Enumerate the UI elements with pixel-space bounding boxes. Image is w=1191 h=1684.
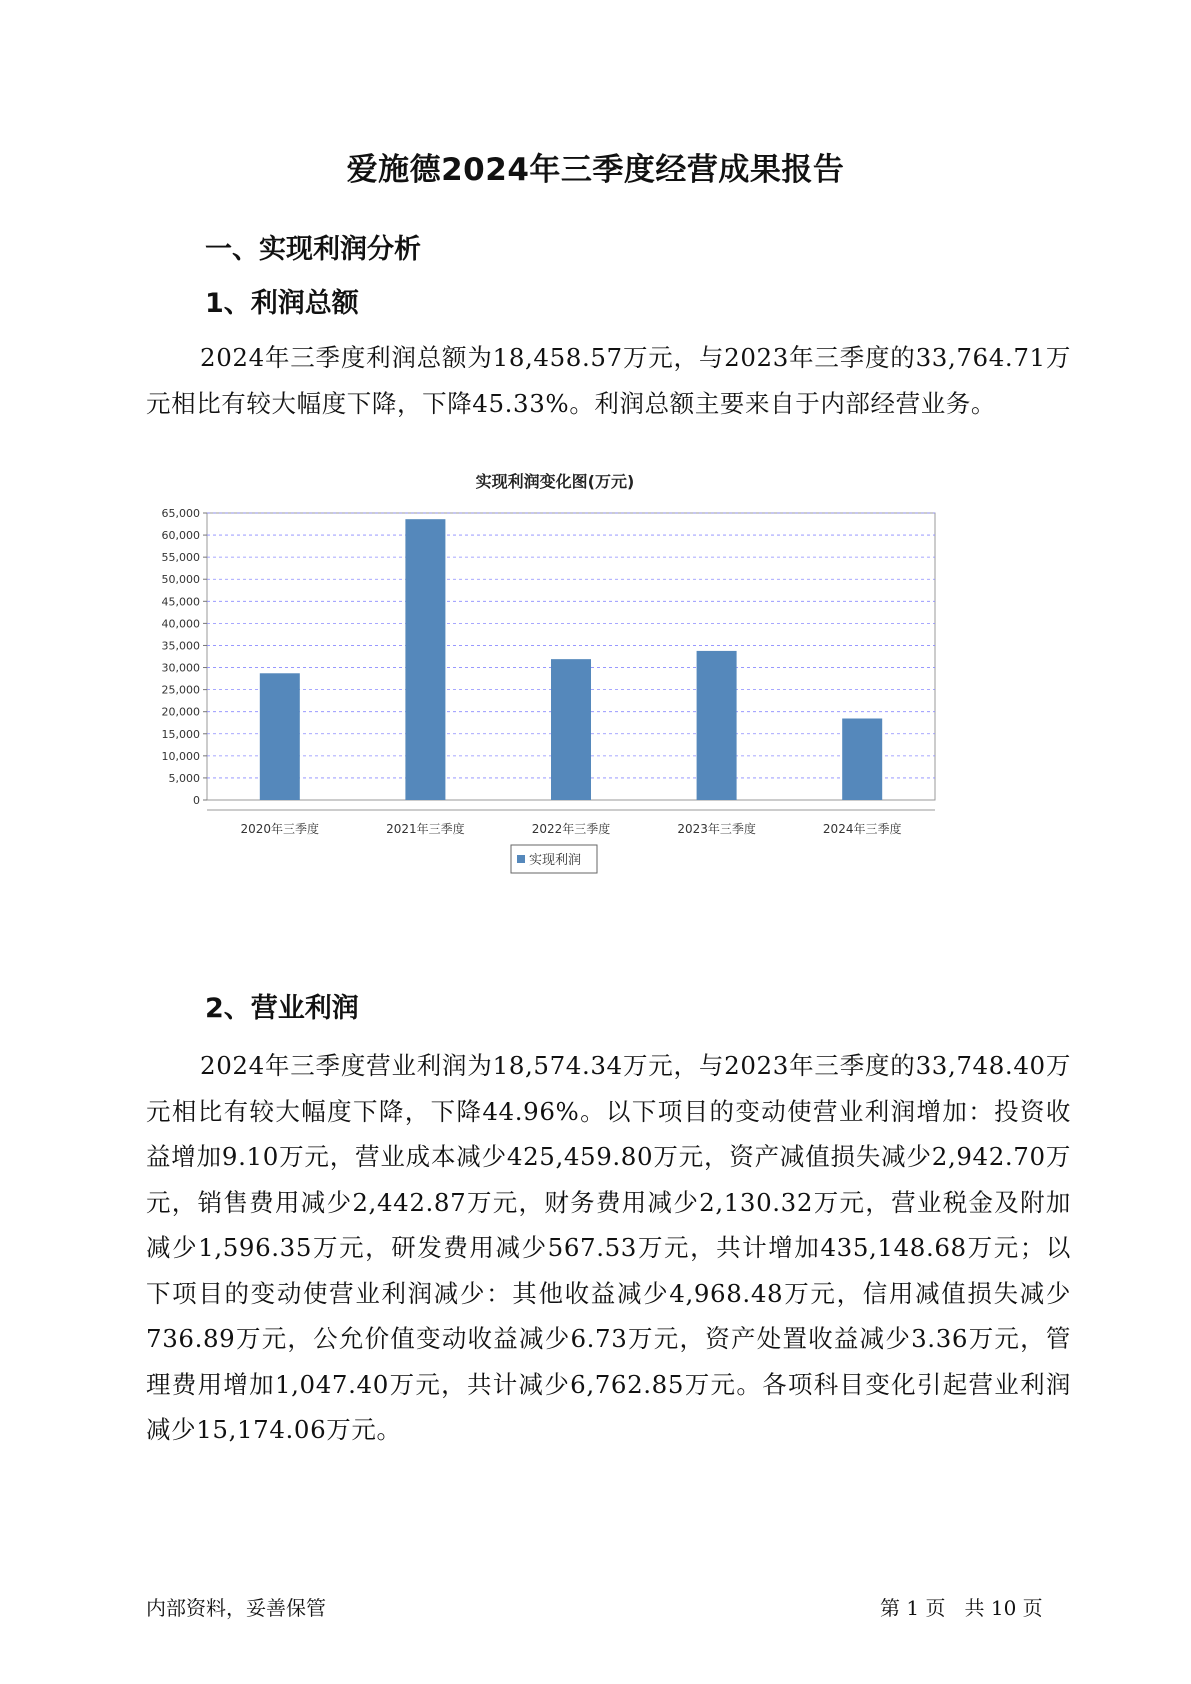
subsection-heading-operating-profit: 2、营业利润 xyxy=(205,993,359,1024)
footer-confidential-note: 内部资料，妥善保管 xyxy=(146,1596,326,1620)
y-tick-label: 20,000 xyxy=(161,705,200,719)
legend-label: 实现利润 xyxy=(529,853,582,868)
y-tick-label: 45,000 xyxy=(161,595,200,609)
x-tick-label: 2022年三季度 xyxy=(531,822,611,836)
operating-profit-paragraph: 2024年三季度营业利润为18,574.34万元，与2023年三季度的33,748.40万元相比有较大幅度下降，下降44.96%。以下项目的变动使营业利润增加：投资收益增加9.10万元，营业成本减少425,459.80万元，资产减值损失减少2,942.70万元，销售费用减少2,442.87万元，财务费用减少2,130.32万元，营业税金及附加减少1,596.35万元，研发费用减少567.53万元，共计增加435,148.68万元；以下项目的变动使营业利润减少：其他收益减少4,968.48万元，信用减值损失减少736.89万元，公允价值变动收益减少6.73万元，资产处置收益减少3.36万元，管理费用增加1,047.40万元，共计减少6,762.85万元。各项科目变化引起营业利润减少15,174.06万元。 xyxy=(146,1051,1071,1444)
y-tick-label: 30,000 xyxy=(161,661,200,675)
subsection-heading-total-profit: 1、利润总额 xyxy=(205,288,359,319)
bar-2 xyxy=(405,519,445,800)
chart-title: 实现利润变化图(万元) xyxy=(475,472,635,491)
bar-5 xyxy=(842,718,882,800)
y-tick-label: 15,000 xyxy=(161,727,200,741)
total-profit-paragraph: 2024年三季度利润总额为18,458.57万元，与2023年三季度的33,764.71万元相比有较大幅度下降，下降45.33%。利润总额主要来自于内部经营业务。 xyxy=(146,343,1071,418)
y-tick-label: 60,000 xyxy=(161,529,200,543)
report-title: 爱施德2024年三季度经营成果报告 xyxy=(346,152,845,188)
y-tick-label: 25,000 xyxy=(161,683,200,697)
y-tick-label: 50,000 xyxy=(161,573,200,587)
section-heading-profit-analysis: 一、实现利润分析 xyxy=(205,234,421,265)
footer-page-number: 第 1 页 共 10 页 xyxy=(880,1596,1043,1620)
y-tick-label: 35,000 xyxy=(161,639,200,653)
y-tick-label: 40,000 xyxy=(161,617,200,631)
x-tick-label: 2023年三季度 xyxy=(677,822,756,836)
profit-bar-chart xyxy=(140,472,1040,955)
y-tick-label: 5,000 xyxy=(168,771,200,785)
bar-1 xyxy=(260,673,300,800)
x-tick-label: 2024年三季度 xyxy=(822,822,902,836)
bar-4 xyxy=(697,651,737,800)
bar-3 xyxy=(551,659,591,800)
legend-swatch xyxy=(517,855,525,863)
y-tick-label: 55,000 xyxy=(161,551,200,565)
x-tick-label: 2020年三季度 xyxy=(240,822,320,836)
x-tick-label: 2021年三季度 xyxy=(386,822,465,836)
y-tick-label: 10,000 xyxy=(161,749,200,763)
y-tick-label: 65,000 xyxy=(161,507,200,520)
chart-svg xyxy=(140,472,1040,955)
y-tick-label: 0 xyxy=(193,794,200,807)
